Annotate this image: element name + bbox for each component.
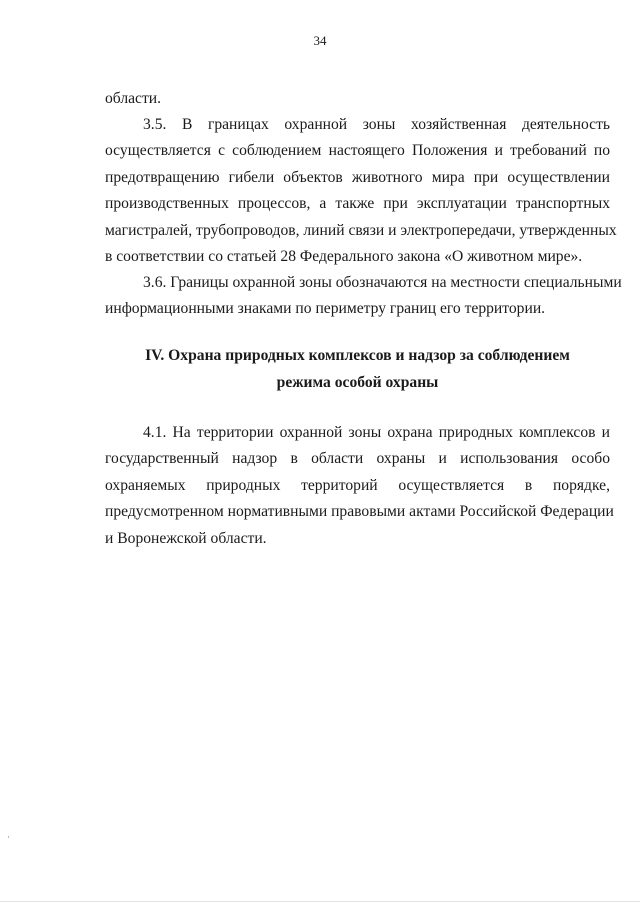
page-bottom-edge	[0, 901, 640, 902]
text-line: магистралей, трубопроводов, линий связи и электропередачи, утвержденных	[105, 221, 617, 239]
paragraph-3-6	[105, 270, 622, 323]
heading-line: IV. Охрана природных комплексов и надзор за соблюдением	[145, 347, 570, 364]
text-line: осуществляется с соблюдением настоящего Положения и требований по	[105, 142, 610, 160]
paragraph-4-1	[105, 420, 614, 552]
text-line: и Воронежской области.	[105, 529, 267, 547]
text-line: 3.5. В границах охранной зоны хозяйственная деятельность	[143, 116, 610, 133]
text-line: охраняемых природных территорий осуществляется в порядке,	[105, 476, 610, 494]
text-line: в соответствии со статьей 28 Федерального закона «О животном мире».	[105, 247, 583, 265]
text-line: области.	[105, 90, 162, 107]
continuation-text	[105, 86, 610, 112]
text-line: информационными знаками по периметру границ его территории.	[105, 300, 546, 318]
text-line: 3.6. Границы охранной зоны обозначаются на местности специальными	[143, 274, 622, 291]
text-line: предусмотренном нормативными правовыми актами Российской Федерации	[105, 503, 614, 521]
page-number: 34	[313, 33, 327, 48]
section-heading	[105, 342, 610, 396]
scan-artifact	[8, 836, 9, 838]
paragraph-3-5	[105, 112, 617, 270]
text-line: государственный надзор в области охраны и использования особо	[105, 450, 610, 468]
text-line: производственных процессов, а также при эксплуатации транспортных	[105, 195, 610, 213]
text-line: предотвращению гибели объектов животного мира при осуществлении	[105, 168, 610, 186]
text-line: 4.1. На территории охранной зоны охрана природных комплексов и	[143, 424, 610, 441]
heading-line: режима особой охраны	[276, 374, 439, 391]
